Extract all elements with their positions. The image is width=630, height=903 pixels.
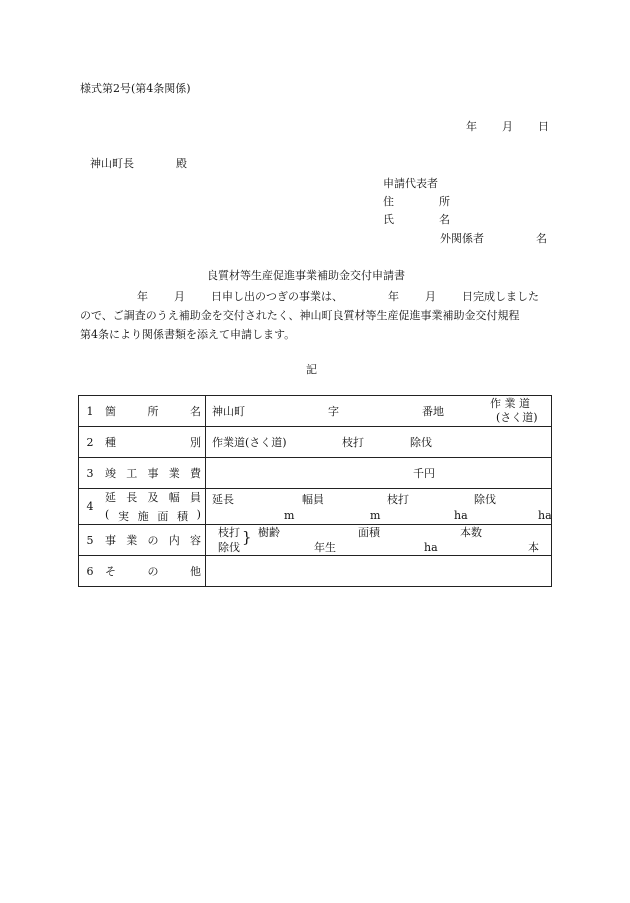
cost-unit-text: 千円: [413, 467, 435, 480]
menseki-text: 面積: [358, 526, 380, 539]
table-row: [79, 525, 552, 556]
date-year: 年: [466, 120, 477, 133]
row-label-content: 事 業 の 内 容: [101, 525, 206, 556]
body-completion-text: 日完成しました: [462, 290, 539, 303]
jobatsu-text: 除伐: [410, 436, 432, 449]
row-label-other: そ の 他: [101, 556, 206, 587]
addressee-name: 神山町長: [90, 157, 134, 170]
hon-text: 本: [528, 541, 539, 554]
row-number: 5: [79, 525, 102, 556]
nensei-text: 年生: [314, 541, 336, 554]
date-month: 月: [502, 120, 513, 133]
table-row: [79, 489, 552, 525]
location-cell[interactable]: [206, 396, 552, 427]
jobatsu-text: 除伐: [218, 541, 240, 554]
document-title: 良質材等生産促進事業補助金交付申請書: [207, 269, 405, 282]
unit-ha-2: ha: [538, 508, 552, 522]
row-number: 3: [79, 458, 102, 489]
unit-m-2: m: [370, 508, 381, 522]
fukuin-text: 幅員: [302, 492, 324, 506]
row-number: 1: [79, 396, 102, 427]
body-year-1: 年: [137, 290, 148, 303]
addressee-honorific: 殿: [176, 157, 187, 170]
body-line-1: [80, 287, 550, 306]
applicant-block: [383, 178, 450, 232]
address-label-2: 所: [439, 195, 450, 208]
town-text: 神山町: [212, 405, 245, 418]
row-label-location: 箇 所 名: [101, 396, 206, 427]
body-month-1: 月: [174, 290, 185, 303]
ha-text: ha: [424, 541, 438, 554]
road-type-text: 作 業 道: [490, 397, 530, 410]
date-day: 日: [538, 120, 549, 133]
others-line: [440, 233, 547, 244]
row-label-length-width: 延 長 及 幅 員 ( 実 施 面 積 ): [101, 489, 206, 525]
row-label-cost: 竣 工 事 業 費: [101, 458, 206, 489]
edauchi-text: 枝打: [218, 526, 240, 539]
jurei-text: 樹齢: [258, 526, 280, 539]
content-cell[interactable]: [206, 525, 552, 556]
body-month-2: 月: [425, 290, 436, 303]
table-row: [79, 556, 552, 587]
edauchi-text: 枝打: [387, 492, 409, 506]
body-year-2: 年: [388, 290, 399, 303]
edauchi-text: 枝打: [342, 436, 364, 449]
row-label-type: 種 別: [101, 427, 206, 458]
body-text: [80, 287, 550, 344]
aza-text: 字: [328, 405, 339, 418]
cost-cell[interactable]: [206, 458, 552, 489]
detail-table: [78, 395, 552, 587]
type-cell[interactable]: [206, 427, 552, 458]
encho-text: 延長: [212, 492, 234, 506]
jobatsu-text: 除伐: [474, 492, 496, 506]
applicant-label: 申請代表者: [383, 177, 438, 190]
table-row: [79, 396, 552, 427]
name-label-1: 氏: [383, 213, 394, 226]
unit-m-1: m: [284, 508, 295, 522]
date-line: [466, 121, 549, 132]
name-label-2: 名: [439, 213, 450, 226]
body-day-text: 日申し出のつぎの事業は、: [211, 290, 343, 303]
addressee: [90, 158, 187, 169]
body-line-2: ので、ご調査のうえ補助金を交付されたく、神山町良質材等生産促進事業補助金交付規程: [80, 309, 520, 322]
body-line-3: 第4条により関係書類を添えて申請します。: [80, 328, 296, 341]
road-type-sub-text: (さく道): [496, 411, 538, 424]
table-row: [79, 458, 552, 489]
road-text: 作業道(さく道): [212, 436, 287, 449]
address-label-1: 住: [383, 195, 394, 208]
table-row: [79, 427, 552, 458]
honsu-text: 本数: [460, 526, 482, 539]
row-number: 4: [79, 489, 102, 525]
others-label: 外関係者: [440, 232, 484, 245]
ki-heading: 記: [306, 363, 317, 376]
others-suffix: 名: [536, 232, 547, 245]
length-width-cell[interactable]: [206, 489, 552, 525]
brace-icon: }: [242, 528, 252, 546]
banchi-text: 番地: [422, 405, 444, 418]
form-number: 様式第2号(第4条関係): [80, 82, 191, 95]
unit-ha-1: ha: [454, 508, 468, 522]
other-cell[interactable]: [206, 556, 552, 587]
row-number: 2: [79, 427, 102, 458]
row-number: 6: [79, 556, 102, 587]
